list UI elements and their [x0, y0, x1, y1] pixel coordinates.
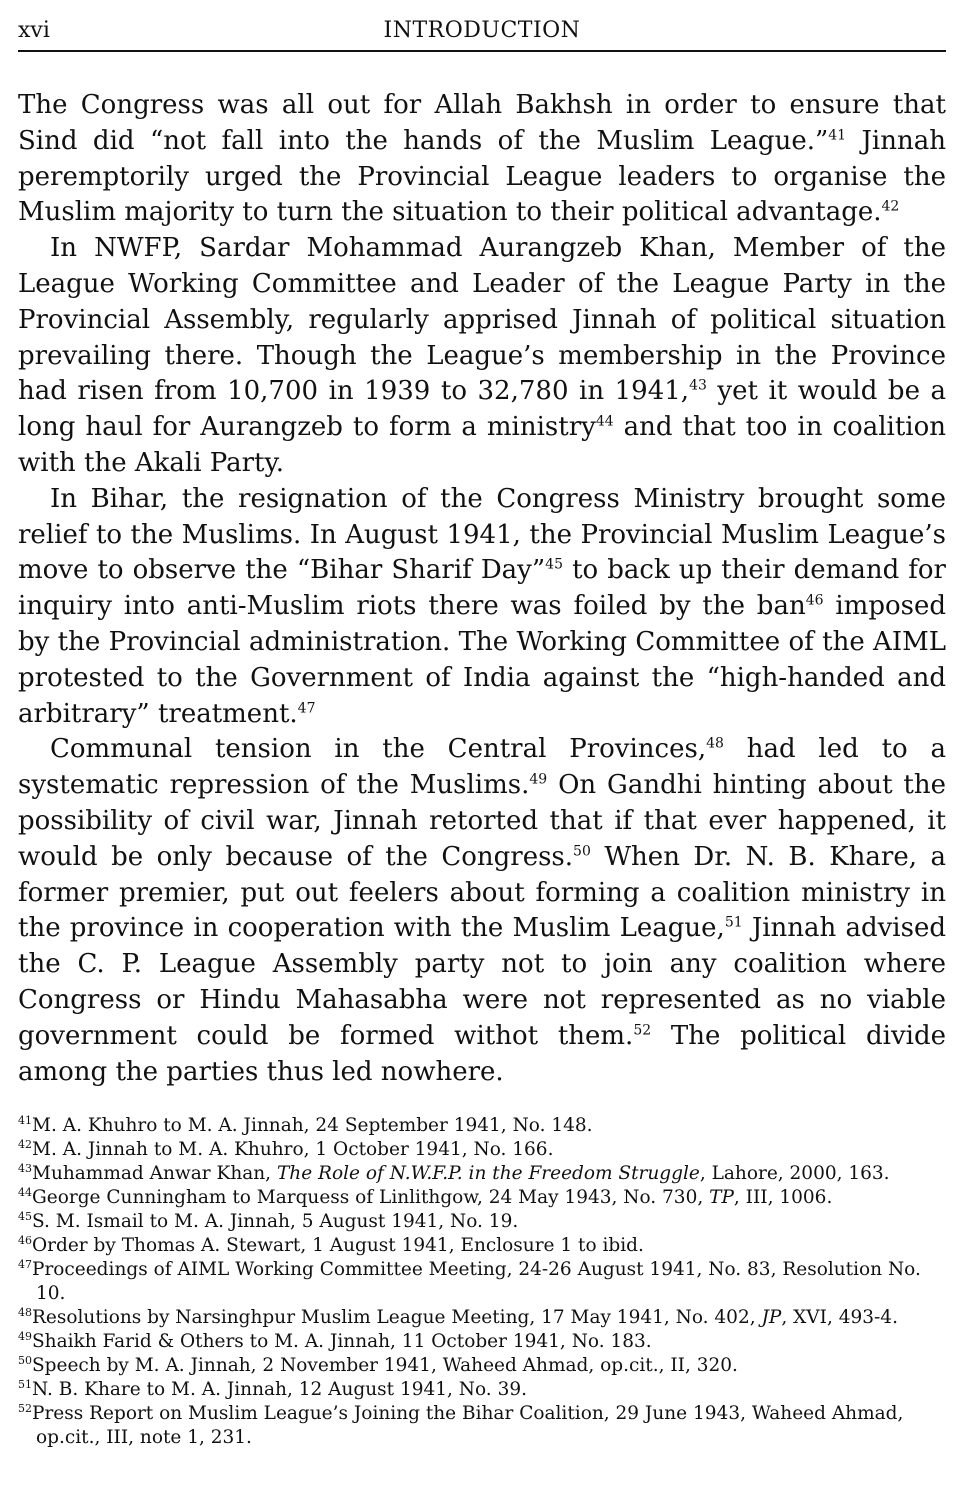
italic-title: JP [761, 1307, 782, 1328]
text-run: The Congress was all out for Allah Bakhsh in order to ensure that Sind did “not fall into the hands of the Muslim League.” [18, 90, 946, 156]
text-run: On Gandhi hinting about the possibility of civil war, Jinnah retorted that if that ever happened, it would be only because of the Congress. [18, 770, 946, 872]
text-run: , Lahore, 2000, 163. [699, 1163, 890, 1184]
footnote-reference: 50 [573, 843, 591, 860]
footnote-reference: 51 [724, 914, 743, 931]
footnote-number: 52 [18, 1401, 32, 1415]
page-number: xvi [18, 18, 50, 43]
text-run: M. A. Khuhro to M. A. Jinnah, 24 September 1941, No. 148. [32, 1115, 593, 1136]
footnote-number: 47 [18, 1257, 32, 1271]
text-run: Communal tension in the Central Provinces, [50, 734, 707, 765]
text-run: imposed by the Provincial administration. The Working Committee of the AIML protested to the Government of India against the “high-handed and arbitrary” treatment. [18, 591, 946, 729]
footnote-reference: 41 [828, 127, 847, 144]
body-text [18, 88, 946, 1090]
text-run: When Dr. N. B. Khare, a former premier, put out feelers about forming a coalition ministry in the province in cooperation with the Muslim League, [18, 841, 946, 944]
footnote [18, 1138, 948, 1162]
footnote [18, 1162, 948, 1186]
footnote-reference: 46 [805, 592, 824, 609]
footnote-reference: 49 [529, 771, 548, 788]
text-run: S. M. Ismail to M. A. Jinnah, 5 August 1941, No. 19. [32, 1211, 519, 1232]
footnote [18, 1330, 948, 1354]
footnote-number: 49 [18, 1329, 32, 1343]
text-run: , III, 1006. [733, 1187, 833, 1208]
footnote-reference: 45 [545, 556, 563, 573]
paragraph [18, 88, 946, 231]
text-run: M. A. Jinnah to M. A. Khuhro, 1 October 1941, No. 166. [32, 1139, 554, 1160]
text-run: Shaikh Farid & Others to M. A. Jinnah, 11 October 1941, No. 183. [32, 1331, 652, 1352]
text-run: N. B. Khare to M. A. Jinnah, 12 August 1941, No. 39. [32, 1379, 527, 1400]
footnote-reference: 44 [595, 413, 614, 430]
footnote-number: 43 [18, 1161, 32, 1175]
text-run: to back up their demand for inquiry into anti-Muslim riots there was foiled by the ban [18, 555, 946, 622]
italic-title: The Role of N.W.F.P. in the Freedom Struggle [276, 1163, 700, 1184]
text-run: had led to a systematic repression of the Muslims. [18, 734, 946, 801]
footnote [18, 1378, 948, 1402]
footnote-number: 44 [18, 1185, 32, 1199]
footnote [18, 1402, 948, 1450]
text-run: In NWFP, Sardar Mohammad Aurangzeb Khan, Member of the League Working Committee and Leader of the League Party in the Provincial Assembly, regularly apprised Jinnah of political situation prevailing there. Though the League’s membership in the Province had risen from 10,700 in 1939 to 32,780 in 1941, [18, 233, 946, 407]
text-run: Muhammad Anwar Khan, [32, 1163, 277, 1184]
text-run: The political divide among the parties thus led nowhere. [18, 1020, 946, 1087]
footnote-number: 41 [18, 1113, 32, 1127]
text-run: In Bihar, the resignation of the Congress Ministry brought some relief to the Muslims. In August 1941, the Provincial Muslim League’s move to observe the “Bihar Sharif Day” [18, 483, 946, 586]
footnote [18, 1258, 948, 1306]
text-run: and that too in coalition with the Akali Party. [18, 412, 946, 478]
text-run: Press Report on Muslim League’s Joining the Bihar Coalition, 29 June 1943, Waheed Ahmad, op.cit., III, note 1, 231. [32, 1403, 904, 1448]
footnote [18, 1210, 948, 1234]
page-header [18, 14, 946, 52]
footnote-number: 46 [18, 1233, 32, 1247]
running-title: INTRODUCTION [383, 18, 581, 43]
footnote-reference: 43 [689, 377, 707, 394]
text-run: Order by Thomas A. Stewart, 1 August 1941, Enclosure 1 to ibid. [32, 1235, 644, 1256]
italic-title: TP [709, 1187, 734, 1208]
footnote-reference: 52 [633, 1022, 652, 1039]
text-run: Proceedings of AIML Working Committee Meeting, 24-26 August 1941, No. 83, Resolution No. 10. [32, 1259, 921, 1304]
paragraph [18, 482, 946, 733]
text-run: yet it would be a long haul for Aurangzeb to form a ministry [18, 376, 946, 443]
paragraph [18, 732, 946, 1090]
text-run: George Cunningham to Marquess of Linlithgow, 24 May 1943, No. 730, [32, 1187, 710, 1208]
footnote [18, 1114, 948, 1138]
text-run: Jinnah peremptorily urged the Provincial League leaders to organise the Muslim majority to turn the situation to their political advantage. [18, 125, 946, 228]
text-run: Jinnah advised the C. P. League Assembly party not to join any coalition where Congress or Hindu Mahasabha were not represented as no viable government could be formed withot them. [18, 913, 946, 1051]
text-run: Speech by M. A. Jinnah, 2 November 1941, Waheed Ahmad, op.cit., II, 320. [32, 1355, 738, 1376]
paragraph [18, 231, 946, 482]
footnote-reference: 42 [881, 198, 900, 215]
footnote-number: 42 [18, 1137, 32, 1151]
footnote-number: 50 [18, 1353, 32, 1367]
footnote-reference: 47 [297, 699, 316, 716]
footnote-number: 48 [18, 1305, 32, 1319]
footnote [18, 1306, 948, 1330]
footnote-number: 45 [18, 1209, 32, 1223]
footnote [18, 1186, 948, 1210]
footnote-reference: 48 [706, 735, 724, 752]
footnote [18, 1234, 948, 1258]
footnote-number: 51 [18, 1377, 32, 1391]
text-run: , XVI, 493-4. [781, 1307, 898, 1328]
footnotes [18, 1114, 948, 1450]
text-run: Resolutions by Narsinghpur Muslim League Meeting, 17 May 1941, No. 402, [32, 1307, 762, 1328]
footnote [18, 1354, 948, 1378]
